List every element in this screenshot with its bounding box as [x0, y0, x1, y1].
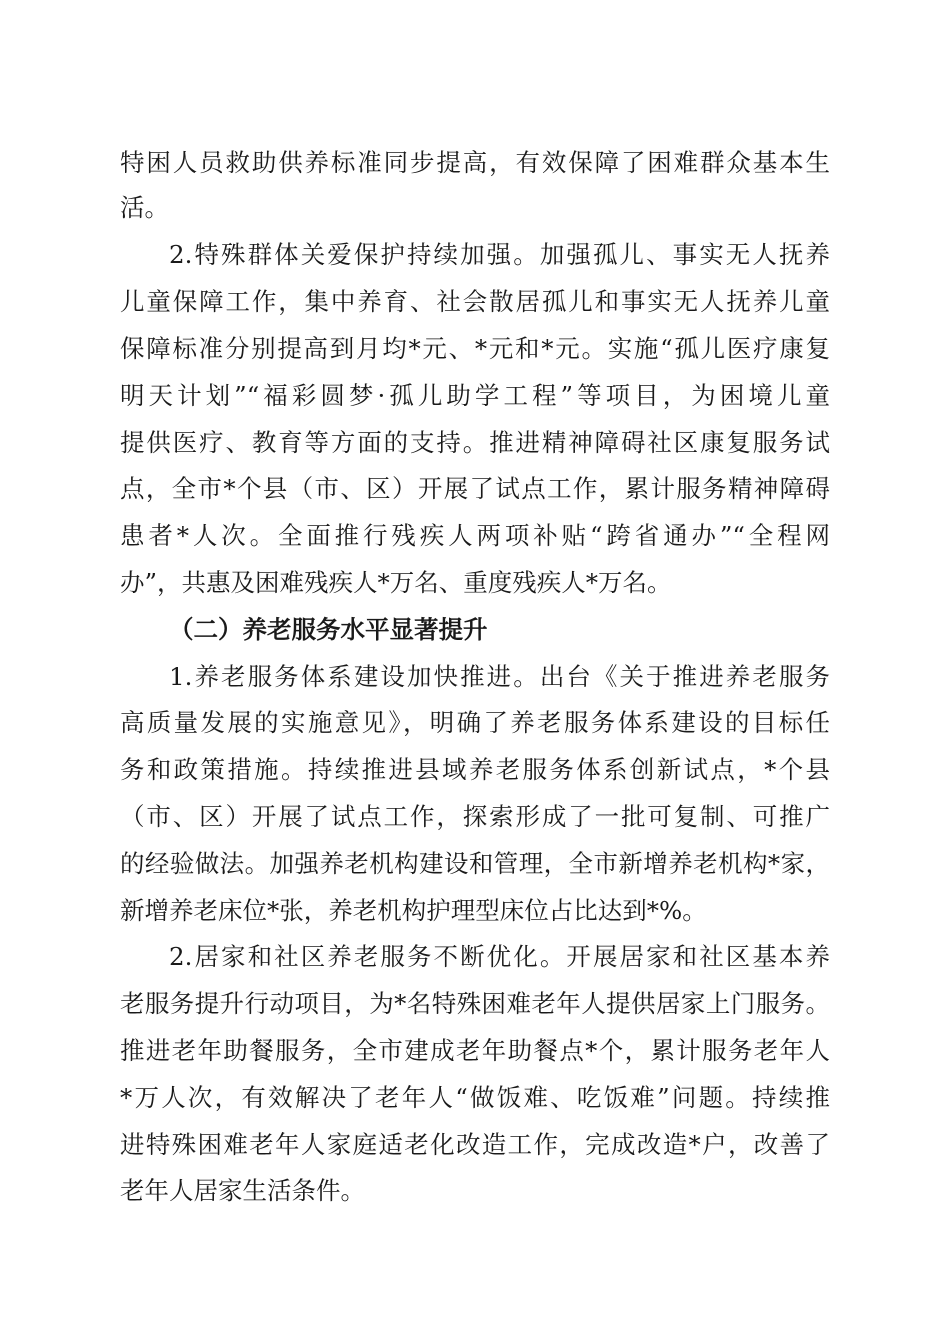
paragraph-line: 的经验做法。加强养老机构建设和管理，全市新增养老机构*家，	[120, 849, 830, 878]
paragraph-line: 活。	[120, 193, 169, 222]
paragraph-line: 1.养老服务体系建设加快推进。出台《关于推进养老服务	[169, 662, 830, 691]
paragraph-line: 提供医疗、教育等方面的支持。推进精神障碍社区康复服务试	[120, 428, 830, 457]
paragraph-line: 点，全市*个县（市、区）开展了试点工作，累计服务精神障碍	[120, 474, 830, 503]
paragraph-line: 进特殊困难老年人家庭适老化改造工作，完成改造*户，改善了	[120, 1130, 830, 1159]
paragraph-line: 明天计划”“福彩圆梦·孤儿助学工程”等项目，为困境儿童	[120, 381, 830, 410]
paragraph-line: 推进老年助餐服务，全市建成老年助餐点*个，累计服务老年人	[120, 1036, 830, 1065]
paragraph-line: *万人次，有效解决了老年人“做饭难、吃饭难”问题。持续推	[120, 1083, 830, 1112]
paragraph-line: 特困人员救助供养标准同步提高，有效保障了困难群众基本生	[120, 148, 830, 177]
paragraph-line: 办”，共惠及困难残疾人*万名、重度残疾人*万名。	[120, 568, 672, 597]
paragraph-line: 患者*人次。全面推行残疾人两项补贴“跨省通办”“全程网	[120, 521, 830, 550]
paragraph-line: 2.特殊群体关爱保护持续加强。加强孤儿、事实无人抚养	[169, 240, 830, 269]
paragraph-line: 老年人居家生活条件。	[120, 1176, 365, 1205]
paragraph-line: 儿童保障工作，集中养育、社会散居孤儿和事实无人抚养儿童	[120, 287, 830, 316]
paragraph-line: （市、区）开展了试点工作，探索形成了一批可复制、可推广	[120, 802, 830, 831]
paragraph-line: 老服务提升行动项目，为*名特殊困难老年人提供居家上门服务。	[120, 989, 830, 1018]
paragraph-line: 保障标准分别提高到月均*元、*元和*元。实施“孤儿医疗康复	[120, 334, 830, 363]
paragraph-line: 务和政策措施。持续推进县域养老服务体系创新试点，*个县	[120, 755, 830, 784]
paragraph-line: 2.居家和社区养老服务不断优化。开展居家和社区基本养	[169, 942, 830, 971]
section-heading: （二）养老服务水平显著提升	[169, 615, 488, 644]
paragraph-line: 高质量发展的实施意见》，明确了养老服务体系建设的目标任	[120, 708, 830, 737]
paragraph-line: 新增养老床位*张，养老机构护理型床位占比达到*%。	[120, 896, 707, 925]
